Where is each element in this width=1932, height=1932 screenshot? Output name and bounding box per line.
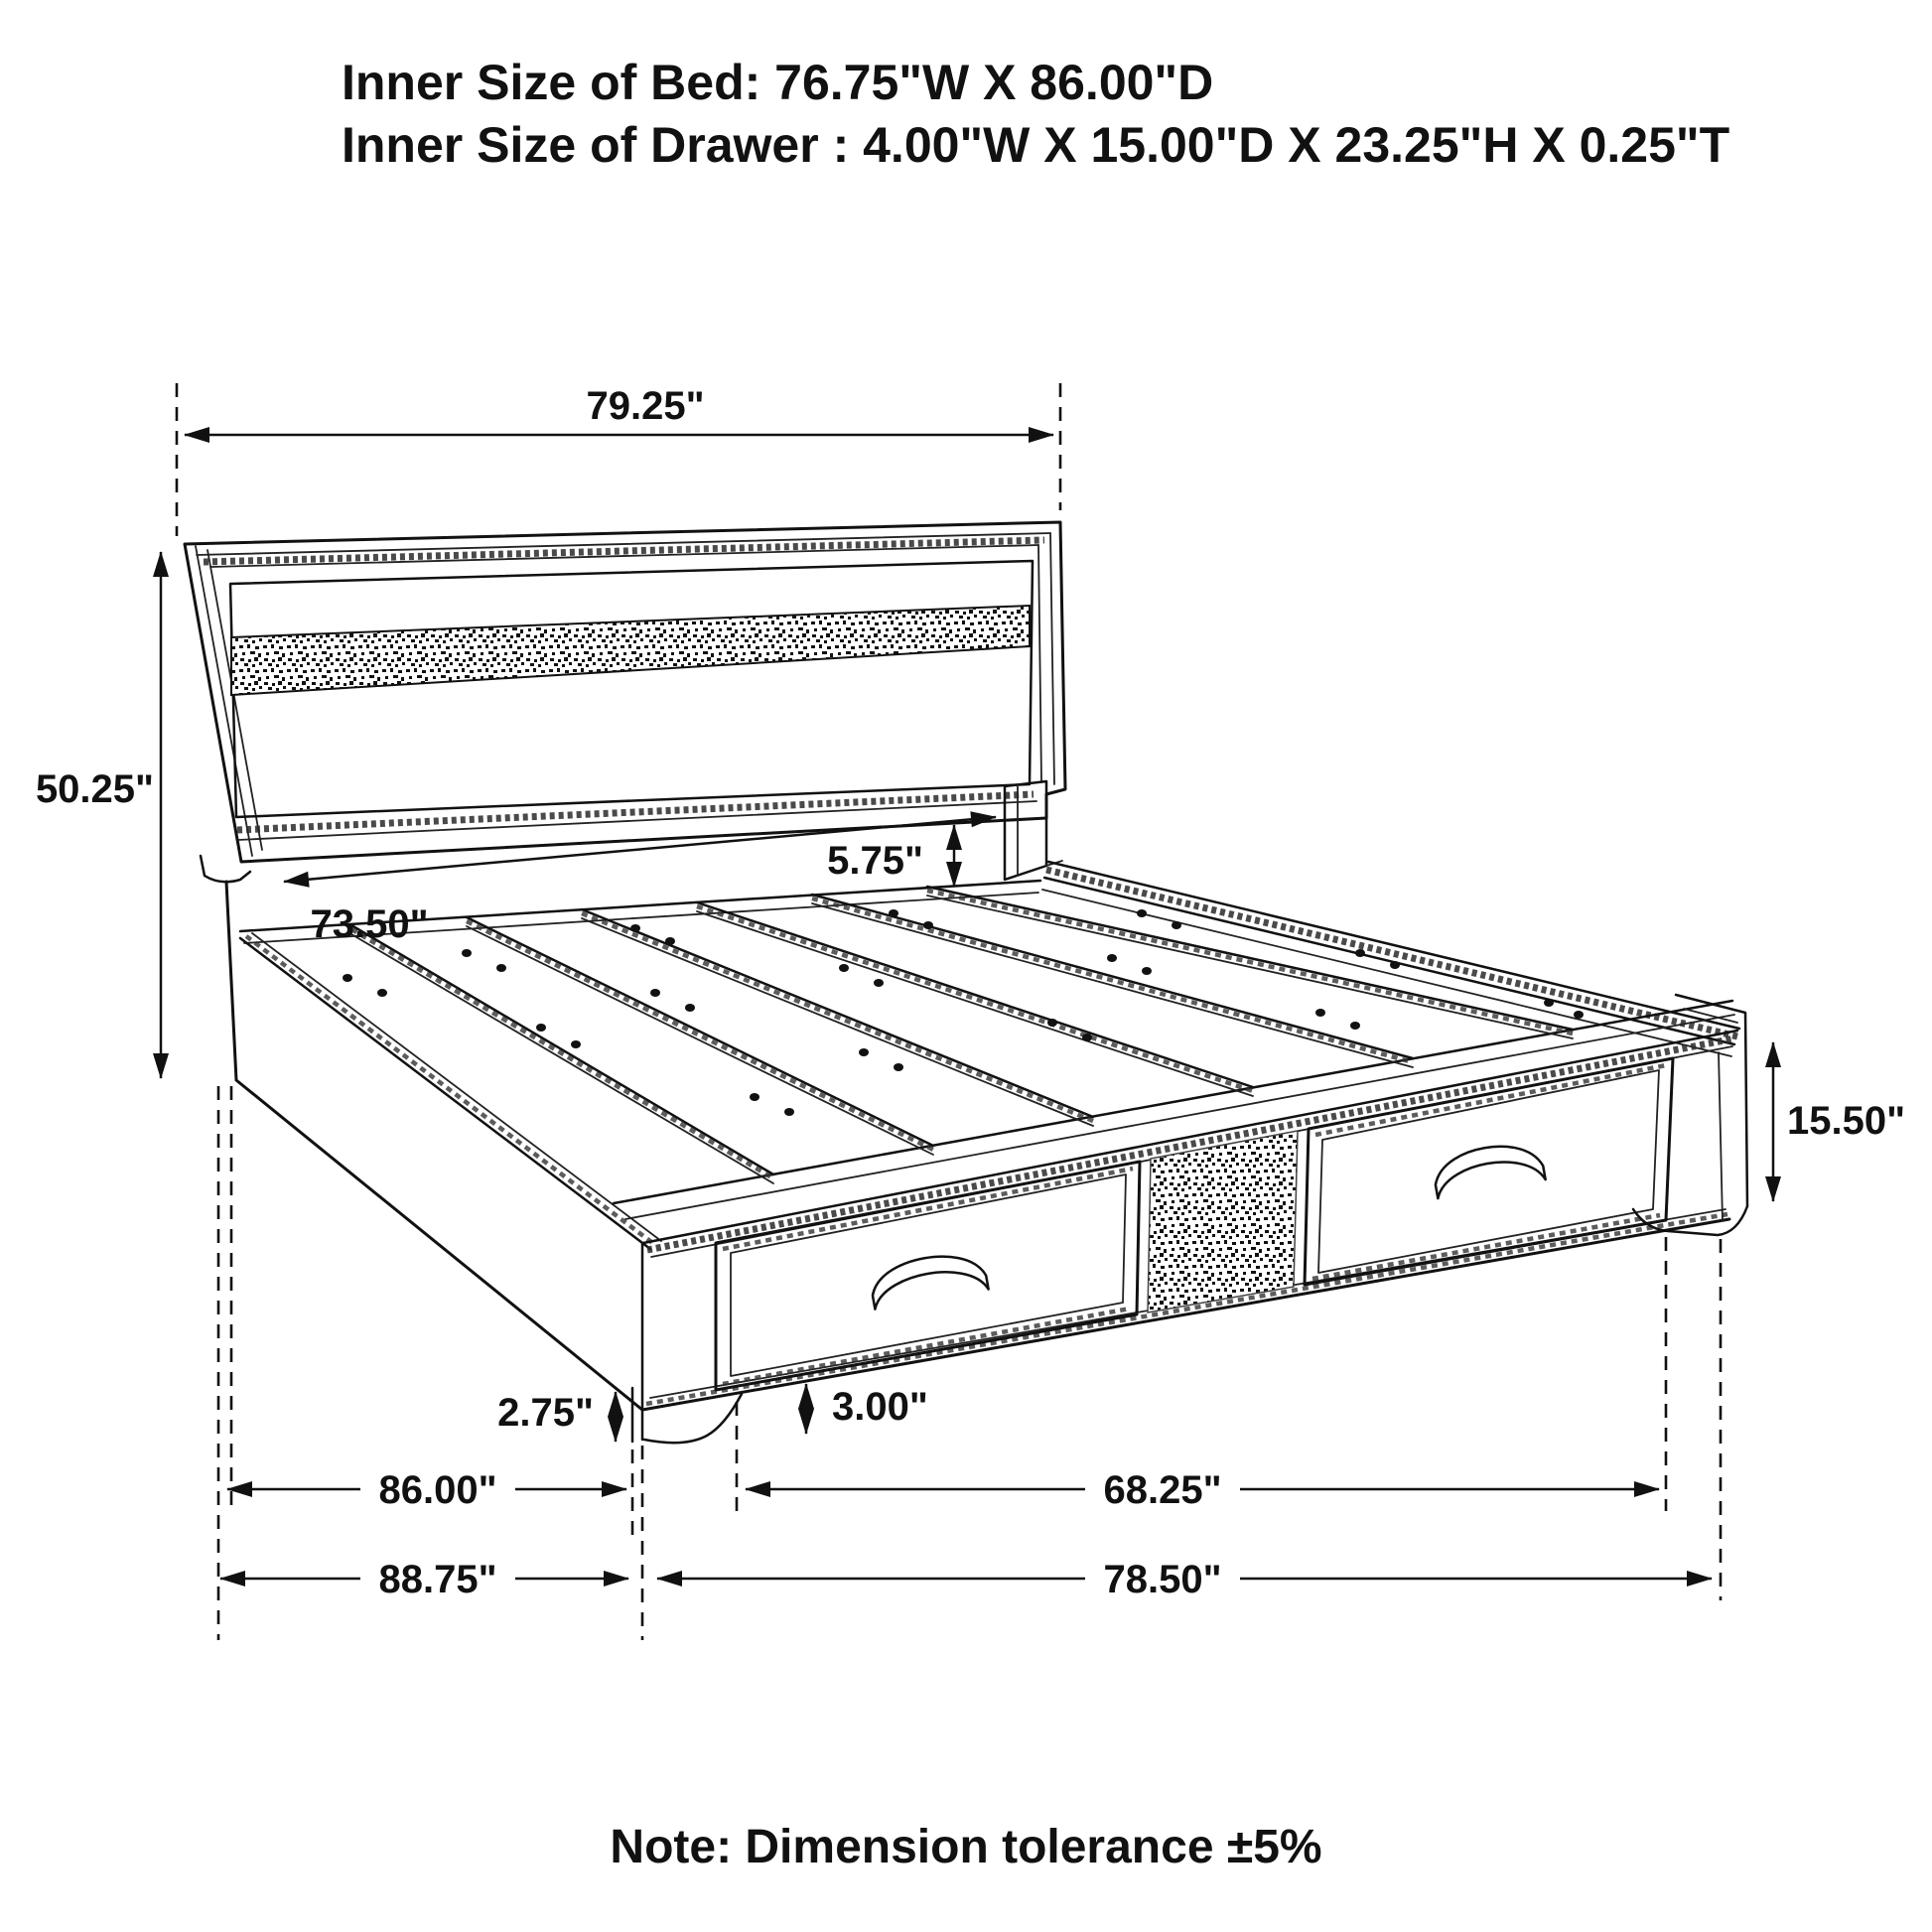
slat-deck bbox=[226, 862, 1739, 1410]
dim-label: 2.75" bbox=[497, 1391, 594, 1435]
dimension-annotations bbox=[36, 383, 1905, 1640]
left-drawer-handle bbox=[868, 1248, 989, 1310]
dim-label: 5.75" bbox=[827, 839, 923, 883]
headboard-right-moulding bbox=[1050, 533, 1054, 784]
dim-label: 86.00" bbox=[378, 1468, 497, 1512]
headboard-bottom-moulding bbox=[238, 801, 1036, 840]
dim-label: 79.25" bbox=[586, 384, 705, 428]
dim-footboard-height bbox=[1773, 1042, 1905, 1201]
dim-overall-width bbox=[185, 384, 1053, 435]
dim-clearance bbox=[806, 1384, 928, 1434]
left-rail-top-edge bbox=[240, 938, 650, 1249]
dim-inner-depth bbox=[227, 1465, 626, 1513]
center-glitter-panel bbox=[1148, 1131, 1298, 1312]
dim-deck-gap bbox=[827, 825, 954, 887]
footboard-corner-cap bbox=[1676, 995, 1747, 1206]
footboard-post-line bbox=[1719, 1052, 1723, 1221]
dim-label: 78.50" bbox=[1103, 1558, 1222, 1601]
right-rail-bead-strip bbox=[1046, 870, 1737, 1036]
dim-drawer-section bbox=[746, 1465, 1659, 1513]
dim-footboard-width bbox=[657, 1555, 1712, 1602]
dim-rail-bottom bbox=[497, 1391, 616, 1442]
dim-label: 68.25" bbox=[1103, 1468, 1222, 1512]
title-line-1: Inner Size of Bed: 76.75"W X 86.00"D bbox=[342, 55, 1214, 110]
dim-label: 15.50" bbox=[1787, 1099, 1906, 1143]
headboard bbox=[185, 522, 1065, 882]
headboard-left-moulding bbox=[196, 546, 252, 856]
right-drawer-bead bbox=[1315, 1065, 1666, 1135]
left-drawer-bead bbox=[723, 1169, 1133, 1249]
headboard-left-foot bbox=[201, 856, 250, 882]
dim-label: 3.00" bbox=[832, 1385, 928, 1429]
dim-label: 88.75" bbox=[378, 1558, 497, 1601]
tolerance-note: Note: Dimension tolerance ±5% bbox=[610, 1821, 1322, 1873]
footboard-drawer-band bbox=[632, 995, 1747, 1443]
headboard-glitter-band bbox=[231, 606, 1030, 695]
right-drawer-handle bbox=[1431, 1139, 1546, 1198]
headboard-right-moulding bbox=[1038, 545, 1041, 782]
left-rail-top-edge-inner bbox=[252, 933, 661, 1241]
dim-overall-depth bbox=[220, 1555, 628, 1602]
slat-dividers bbox=[351, 887, 1573, 1183]
title-line-2: Inner Size of Drawer : 4.00"W X 15.00"D X 23.25"H X 0.25"T bbox=[342, 117, 1730, 173]
dim-label: 50.25" bbox=[35, 767, 154, 811]
title-block bbox=[342, 55, 1729, 173]
right-drawer-bead bbox=[1312, 1215, 1660, 1279]
right-drawer-front bbox=[1305, 1058, 1673, 1285]
dim-label: 73.50" bbox=[310, 902, 429, 946]
dim-headboard-height bbox=[36, 552, 161, 1078]
headboard-panel bbox=[230, 561, 1033, 817]
left-drawer-bead bbox=[723, 1309, 1130, 1384]
